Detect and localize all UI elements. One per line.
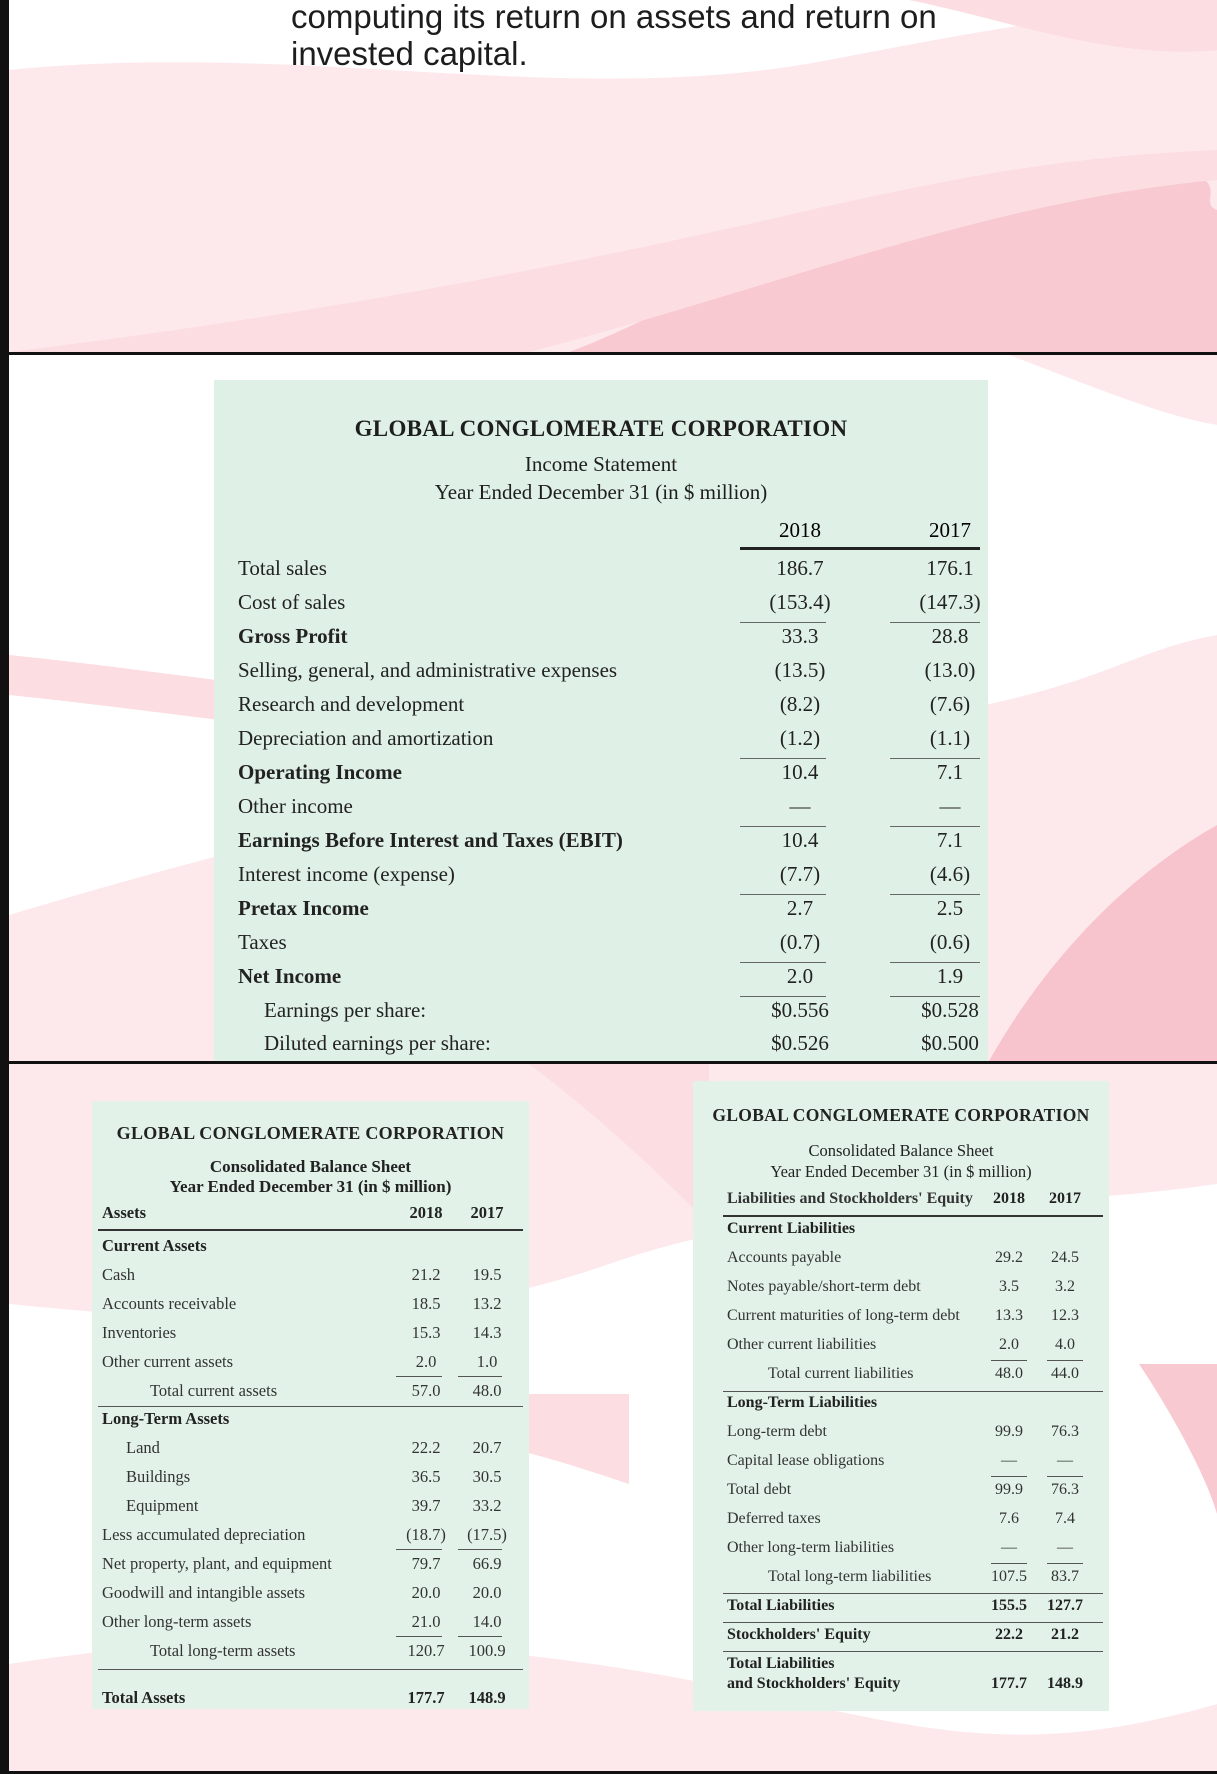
section-rule <box>723 1651 1103 1652</box>
income-row <box>238 689 980 723</box>
liabilities-row <box>727 1450 1103 1479</box>
value-2017: (7.6) <box>929 692 971 716</box>
value-2017: 66.9 <box>472 1554 502 1573</box>
row-label: Total long-term liabilities <box>768 1568 932 1585</box>
value-2018: 33.3 <box>781 624 819 648</box>
income-period: Year Ended December 31 (in $ million) <box>434 480 768 504</box>
assets-row <box>102 1263 522 1292</box>
value-2018: 99.9 <box>995 1423 1023 1440</box>
value-2018: — <box>789 794 811 818</box>
value-2017: 7.4 <box>1055 1510 1075 1527</box>
row-label: Gross Profit <box>238 624 348 648</box>
row-label: Inventories <box>102 1323 177 1342</box>
liabilities-title: Consolidated Balance Sheet <box>808 1141 994 1160</box>
value-2017: 14.0 <box>472 1612 502 1631</box>
value-2017: 2.5 <box>936 896 964 920</box>
value-2018: — <box>1001 1539 1017 1556</box>
value-2018: 2.0 <box>415 1352 437 1371</box>
liabilities-header-rule <box>723 1215 1103 1217</box>
liabilities-row <box>727 1334 1103 1363</box>
value-2018: (1.2) <box>779 726 821 750</box>
value-2017: — <box>1057 1452 1073 1469</box>
slide-intro <box>9 0 1217 352</box>
income-title: Income Statement <box>524 452 678 476</box>
row-label: Interest income (expense) <box>238 862 455 886</box>
value-2018: (0.7) <box>779 930 821 954</box>
value-2017: 14.3 <box>472 1323 502 1342</box>
subtotal-rule <box>458 1376 502 1377</box>
row-label: Earnings per share: <box>264 998 427 1022</box>
assets-row <box>102 1350 522 1379</box>
value-2018: 18.5 <box>411 1294 441 1313</box>
row-label: Long-Term Liabilities <box>727 1394 878 1411</box>
row-label: Taxes <box>238 930 287 954</box>
value-2017: 30.5 <box>472 1467 502 1486</box>
row-label: Diluted earnings per share: <box>264 1031 491 1055</box>
row-label: Total Assets <box>102 1688 186 1707</box>
row-label: Accounts receivable <box>102 1294 237 1313</box>
value-2018: (18.7) <box>406 1525 446 1544</box>
liabilities-row <box>727 1305 1103 1334</box>
income-row <box>238 655 980 689</box>
row-label: Cost of sales <box>238 590 346 614</box>
row-label: Long-term debt <box>727 1423 827 1440</box>
assets-header-row <box>102 1201 522 1230</box>
income-row <box>238 1028 980 1062</box>
row-label: Deferred taxes <box>727 1510 821 1527</box>
assets-row <box>102 1234 522 1263</box>
value-2018: 177.7 <box>407 1688 445 1707</box>
value-2018: 29.2 <box>995 1249 1023 1266</box>
liabilities-row <box>727 1595 1103 1624</box>
liabilities-header-row <box>727 1188 1103 1217</box>
row-label: Pretax Income <box>238 896 369 920</box>
value-2017: 20.0 <box>472 1583 502 1602</box>
value-2017: (4.6) <box>929 862 971 886</box>
value-2018: 177.7 <box>991 1675 1027 1692</box>
intro-line-1: computing its return on assets and return on <box>291 0 937 35</box>
assets-row <box>102 1639 522 1668</box>
value-2017: 48.0 <box>472 1381 502 1400</box>
liabilities-row <box>727 1508 1103 1537</box>
value-2017: 28.8 <box>931 624 969 648</box>
value-2018: 2.7 <box>786 896 814 920</box>
value-2018: 57.0 <box>411 1381 441 1400</box>
row-label: and Stockholders' Equity <box>727 1675 901 1692</box>
left-edge-bar <box>0 0 9 1774</box>
value-2018: 3.5 <box>999 1278 1019 1295</box>
value-2017: (1.1) <box>929 726 971 750</box>
value-2018: (153.4) <box>769 590 831 614</box>
subtotal-rule <box>396 1549 442 1550</box>
row-label: Research and development <box>238 692 465 716</box>
row-label: Total current assets <box>150 1381 278 1400</box>
assets-row <box>102 1686 522 1715</box>
income-row <box>238 757 980 791</box>
value-2017: (13.0) <box>924 658 976 682</box>
income-row <box>238 553 980 587</box>
row-label: Stockholders' Equity <box>727 1626 871 1643</box>
row-label: Total Liabilities <box>727 1597 835 1614</box>
assets-row <box>102 1379 522 1408</box>
value-2018: — <box>1001 1452 1017 1469</box>
year-2018: 2018 <box>993 1190 1025 1207</box>
liabilities-company-name: GLOBAL CONGLOMERATE CORPORATION <box>712 1105 1090 1125</box>
value-2017: $0.528 <box>921 998 979 1022</box>
value-2018: 36.5 <box>411 1467 441 1486</box>
income-row <box>238 927 980 961</box>
row-label: Operating Income <box>238 760 402 784</box>
section-rule <box>723 1593 1103 1594</box>
row-label: Earnings Before Interest and Taxes (EBIT) <box>238 828 623 852</box>
value-2017: — <box>1057 1539 1073 1556</box>
value-2017: 24.5 <box>1051 1249 1079 1266</box>
value-2018: 21.2 <box>411 1265 441 1284</box>
row-label: Depreciation and amortization <box>238 726 494 750</box>
subtotal-rule <box>458 1549 502 1550</box>
value-2018: 79.7 <box>411 1554 441 1573</box>
assets-row <box>102 1552 522 1581</box>
row-label: Other long-term assets <box>102 1612 252 1631</box>
value-2018: (13.5) <box>774 658 826 682</box>
income-company-name: GLOBAL CONGLOMERATE CORPORATION <box>354 416 848 441</box>
row-label: Total Liabilities <box>727 1655 835 1672</box>
income-row <box>238 587 980 621</box>
row-label: Net Income <box>238 964 342 988</box>
year-2017: 2017 <box>1049 1190 1081 1207</box>
value-2017: 4.0 <box>1055 1336 1075 1353</box>
value-2017: (17.5) <box>467 1525 507 1544</box>
value-2018: 186.7 <box>776 556 824 580</box>
assets-row <box>102 1436 522 1465</box>
row-label: Current Assets <box>102 1236 207 1255</box>
subtotal-rule <box>1047 1563 1083 1564</box>
value-2017: 100.9 <box>468 1641 506 1660</box>
liabilities-row <box>727 1276 1103 1305</box>
value-2018: 120.7 <box>407 1641 445 1660</box>
income-header-rule <box>740 547 980 550</box>
value-2017: 3.2 <box>1055 1278 1075 1295</box>
value-2018: 21.0 <box>411 1612 441 1631</box>
subtotal-rule <box>396 1636 442 1637</box>
liabilities-row <box>727 1363 1103 1392</box>
row-label: Notes payable/short-term debt <box>727 1278 921 1295</box>
row-label: Buildings <box>126 1467 191 1486</box>
subtotal-rule <box>991 1563 1027 1564</box>
value-2017: $0.500 <box>921 1031 979 1055</box>
assets-section-header: Assets <box>102 1203 146 1222</box>
subtotal-rule <box>1047 1476 1083 1477</box>
value-2017: 1.9 <box>936 964 964 988</box>
row-label: Goodwill and intangible assets <box>102 1583 306 1602</box>
assets-period: Year Ended December 31 (in $ million) <box>169 1177 452 1196</box>
value-2017: 7.1 <box>936 828 964 852</box>
liabilities-section-header: Liabilities and Stockholders' Equity <box>727 1190 973 1207</box>
year-2018: 2018 <box>409 1203 443 1222</box>
row-label: Total current liabilities <box>768 1365 914 1382</box>
row-label: Current maturities of long-term debt <box>727 1307 960 1324</box>
row-label: Selling, general, and administrative expenses <box>238 658 618 682</box>
liabilities-row <box>727 1218 1103 1247</box>
value-2018: 10.4 <box>781 828 819 852</box>
liabilities-row <box>727 1566 1103 1595</box>
value-2017: 12.3 <box>1051 1307 1079 1324</box>
income-row <box>238 825 980 859</box>
liabilities-period: Year Ended December 31 (in $ million) <box>770 1162 1032 1181</box>
value-2018: 22.2 <box>995 1626 1023 1643</box>
subtotal-rule <box>396 1376 442 1377</box>
intro-paragraph <box>291 0 1051 72</box>
row-label: Cash <box>102 1265 135 1284</box>
liabilities-row <box>727 1421 1103 1450</box>
income-year-2018: 2018 <box>779 518 821 542</box>
assets-row <box>102 1292 522 1321</box>
value-2017: 19.5 <box>472 1265 502 1284</box>
liabilities-row <box>727 1479 1103 1508</box>
value-2017: 21.2 <box>1051 1626 1079 1643</box>
liabilities-row <box>727 1247 1103 1276</box>
value-2017: 33.2 <box>472 1496 502 1515</box>
value-2017: 76.3 <box>1051 1481 1079 1498</box>
value-2018: 15.3 <box>411 1323 441 1342</box>
value-2018: (7.7) <box>779 862 821 886</box>
intro-line-2: invested capital. <box>291 35 528 72</box>
balance-assets-panel <box>92 1101 529 1709</box>
value-2017: 176.1 <box>926 556 974 580</box>
balance-liabilities-panel <box>693 1081 1109 1711</box>
value-2018: 48.0 <box>995 1365 1023 1382</box>
row-label: Other current assets <box>102 1352 234 1371</box>
subtotal-rule <box>458 1636 502 1637</box>
value-2018: 22.2 <box>411 1438 441 1457</box>
assets-company-name: GLOBAL CONGLOMERATE CORPORATION <box>116 1123 505 1143</box>
row-label: Total sales <box>238 556 327 580</box>
income-row <box>238 893 980 927</box>
row-label: Current Liabilities <box>727 1220 856 1237</box>
value-2017: 7.1 <box>936 760 964 784</box>
income-statement-panel <box>214 380 988 1062</box>
value-2017: 44.0 <box>1051 1365 1079 1382</box>
row-label: Net property, plant, and equipment <box>102 1554 332 1573</box>
value-2018: 10.4 <box>781 760 819 784</box>
value-2018: 107.5 <box>991 1568 1027 1585</box>
income-row <box>238 791 980 825</box>
value-2018: 2.0 <box>786 964 814 988</box>
section-rule <box>98 1669 523 1670</box>
row-label: Equipment <box>126 1496 199 1515</box>
assets-header-rule <box>98 1229 523 1231</box>
row-label: Accounts payable <box>727 1249 842 1266</box>
value-2017: 148.9 <box>1047 1675 1083 1692</box>
income-row <box>238 621 980 655</box>
value-2018: 99.9 <box>995 1481 1023 1498</box>
assets-row <box>102 1581 522 1610</box>
row-label: Land <box>126 1438 160 1457</box>
value-2017: 148.9 <box>468 1688 506 1707</box>
value-2017: (147.3) <box>919 590 981 614</box>
row-label: Other income <box>238 794 353 818</box>
value-2018: 155.5 <box>991 1597 1027 1614</box>
assets-row <box>102 1407 522 1436</box>
value-2018: 39.7 <box>411 1496 441 1515</box>
liabilities-row <box>727 1392 1103 1421</box>
value-2018: 7.6 <box>999 1510 1019 1527</box>
assets-row <box>102 1465 522 1494</box>
row-label: Other long-term liabilities <box>727 1539 895 1556</box>
assets-title: Consolidated Balance Sheet <box>209 1157 412 1176</box>
value-2018: 2.0 <box>999 1336 1019 1353</box>
row-label: Total long-term assets <box>150 1641 296 1660</box>
value-2017: 76.3 <box>1051 1423 1079 1440</box>
assets-row <box>102 1610 522 1639</box>
value-2017: 13.2 <box>472 1294 502 1313</box>
assets-row <box>102 1321 522 1350</box>
value-2017: (0.6) <box>929 930 971 954</box>
value-2017: — <box>939 794 961 818</box>
assets-row <box>102 1523 522 1552</box>
value-2018: 20.0 <box>411 1583 441 1602</box>
value-2017: 83.7 <box>1051 1568 1079 1585</box>
row-label: Total debt <box>727 1481 792 1498</box>
value-2017: 1.0 <box>476 1352 498 1371</box>
liabilities-row <box>727 1537 1103 1566</box>
value-2018: (8.2) <box>779 692 821 716</box>
liabilities-row <box>727 1624 1103 1653</box>
income-row <box>238 859 980 893</box>
value-2017: 20.7 <box>472 1438 502 1457</box>
subtotal-rule <box>991 1476 1027 1477</box>
subtotal-rule <box>1047 1360 1083 1361</box>
row-label: Other current liabilities <box>727 1336 877 1353</box>
row-label: Less accumulated depreciation <box>102 1525 306 1544</box>
income-row <box>238 723 980 757</box>
row-label: Long-Term Assets <box>102 1409 230 1428</box>
income-row <box>238 961 980 995</box>
income-row <box>238 995 980 1029</box>
liabilities-row <box>727 1673 1103 1702</box>
value-2017: 127.7 <box>1047 1597 1083 1614</box>
value-2018: 13.3 <box>995 1307 1023 1324</box>
section-rule <box>723 1622 1103 1623</box>
row-label: Capital lease obligations <box>727 1452 885 1469</box>
assets-row <box>102 1494 522 1523</box>
income-year-2017: 2017 <box>929 518 971 542</box>
value-2018: $0.556 <box>771 998 829 1022</box>
value-2018: $0.526 <box>771 1031 829 1055</box>
subtotal-rule <box>991 1360 1027 1361</box>
year-2017: 2017 <box>470 1203 504 1222</box>
